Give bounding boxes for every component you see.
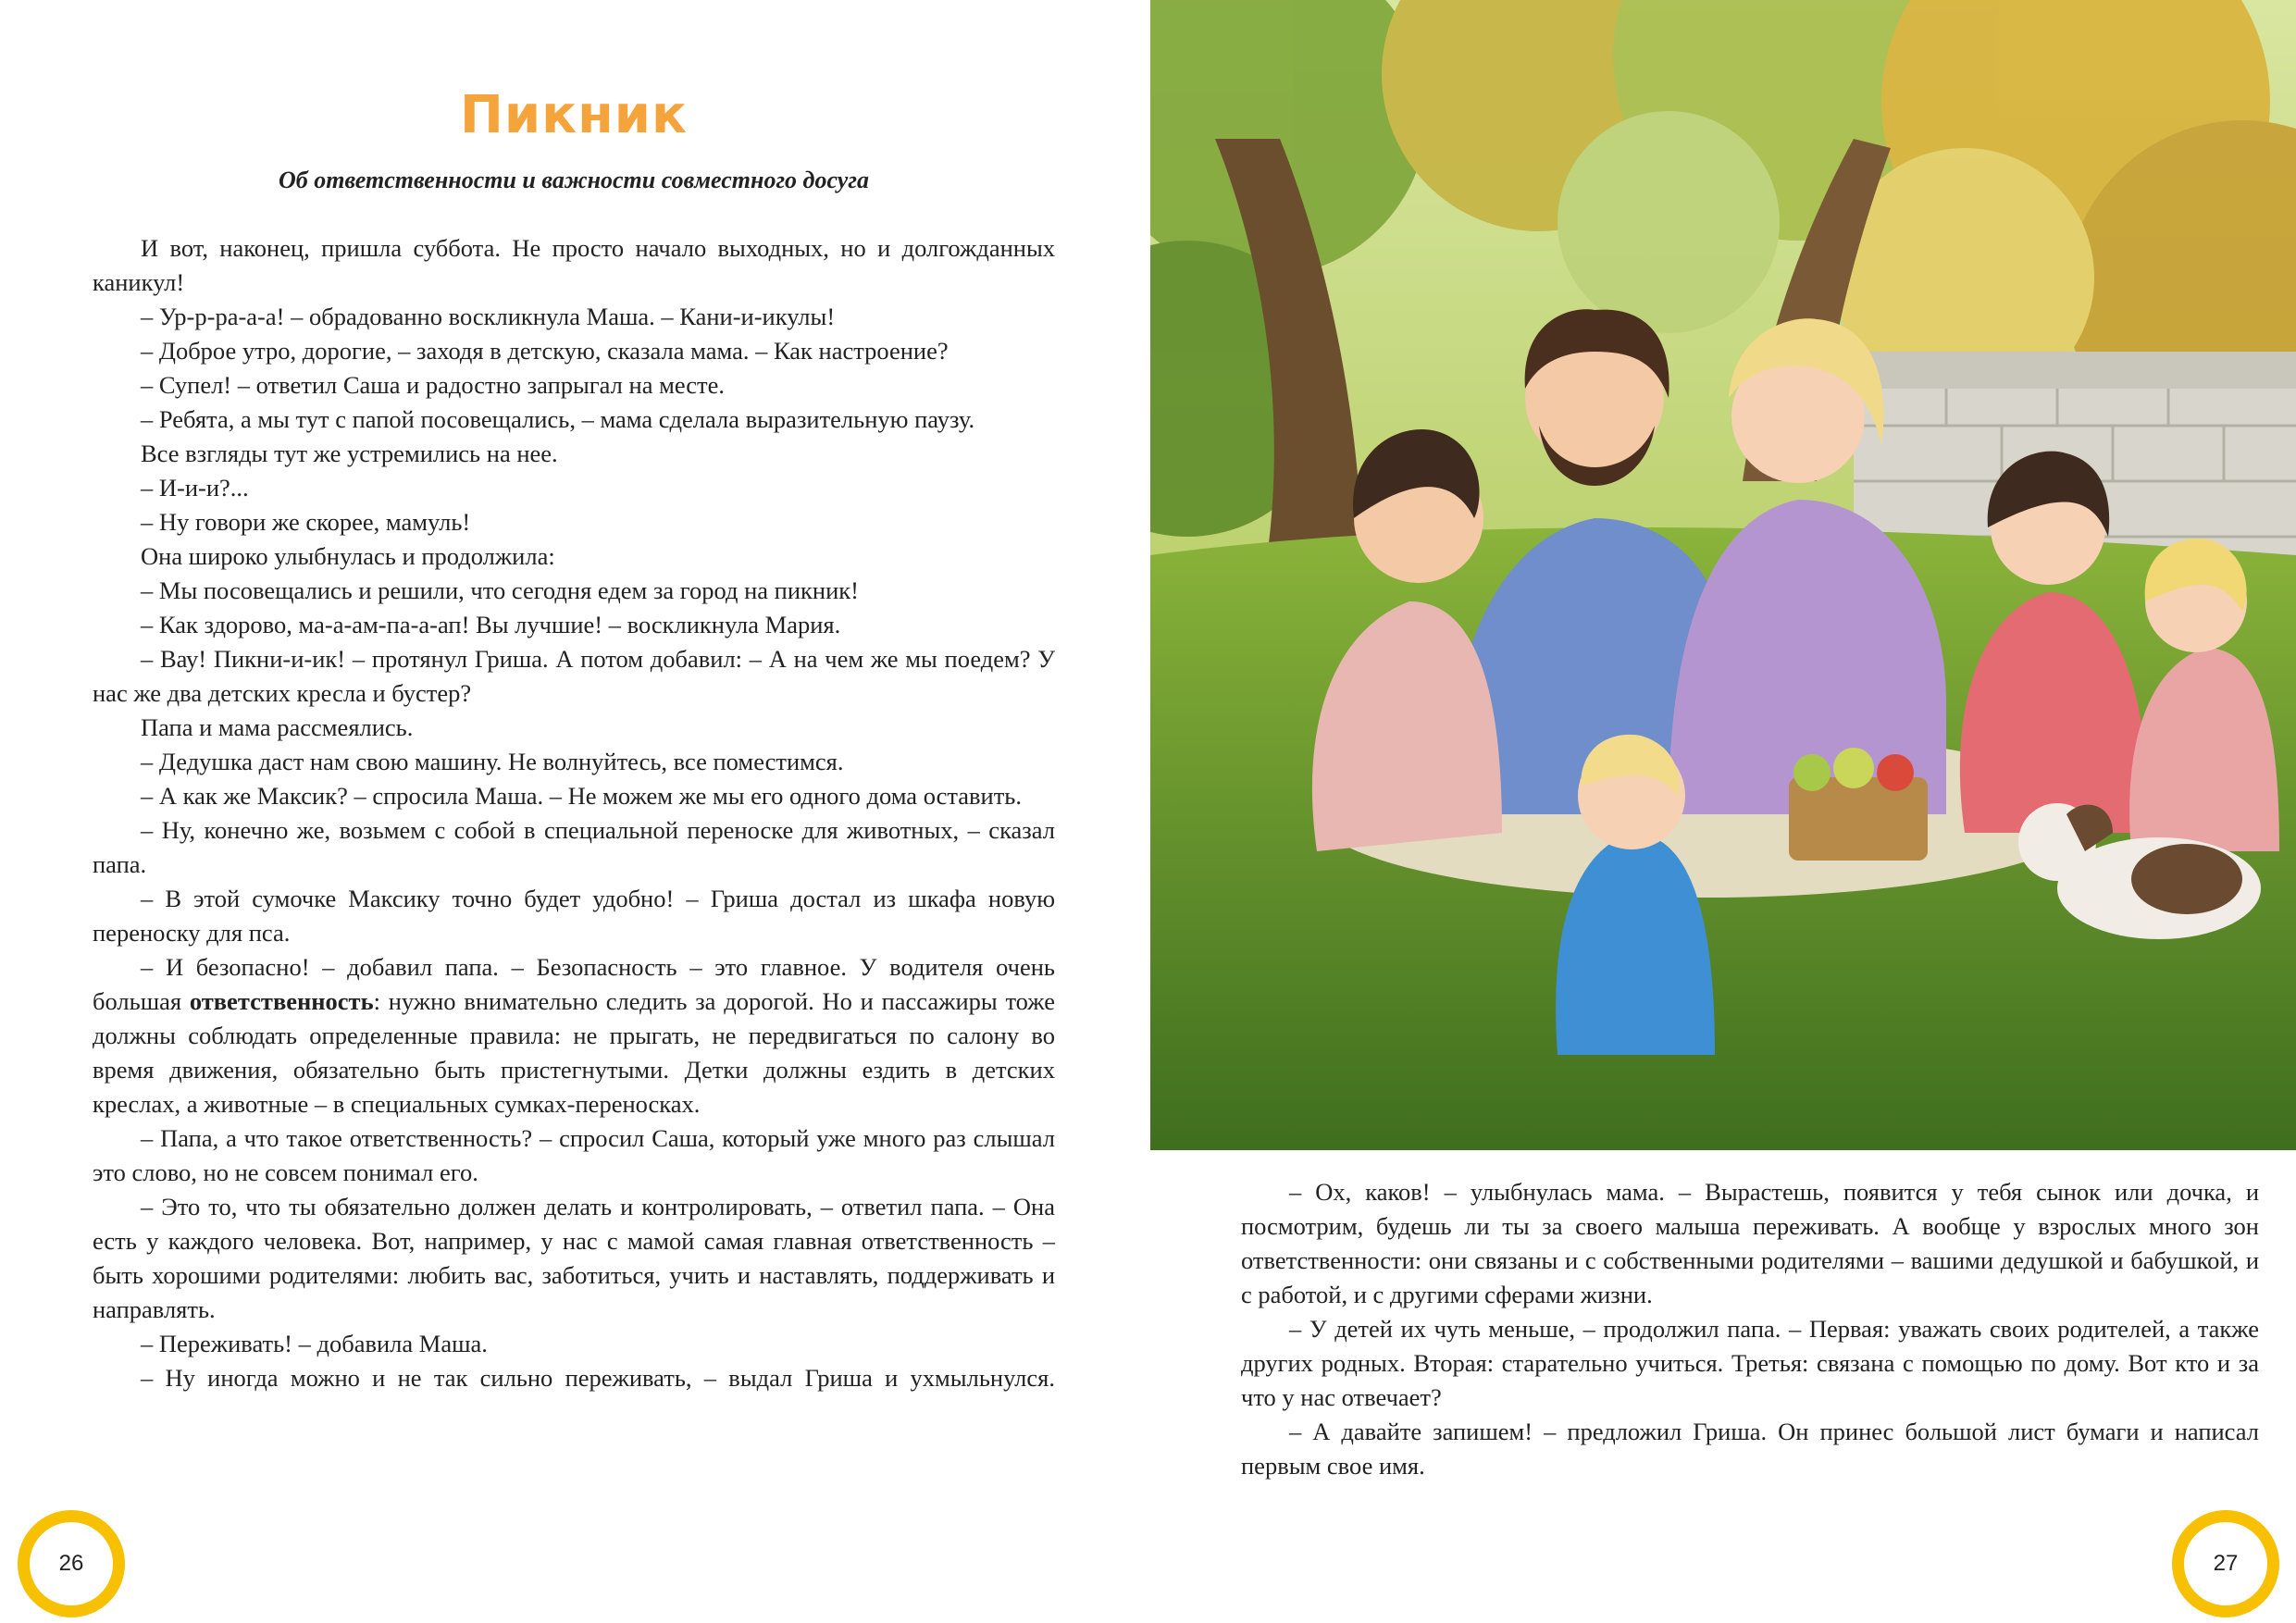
story-subtitle: Об ответственности и важности совместного досуга: [279, 167, 869, 193]
story-paragraph: – Супел! – ответил Саша и радостно запрыгал на месте.: [141, 371, 726, 399]
story-paragraph: – Ну, конечно же, возьмем с собой в специальной переноске для животных, – сказал папа.: [93, 816, 1055, 878]
story-paragraph: – Ох, каков! – улыбнулась мама. – Вырастешь, появится у тебя сынок или дочка, и посмотрим, будешь ли ты за своего малыша переживать. А вообще у взрослых много зон ответственности: они связаны и с собственными родителями – вашими дедушкой и бабушкой, и с работой, и с другими сферами жизни.: [1241, 1178, 2259, 1308]
story-paragraph: – Ребята, а мы тут с папой посовещались, – мама сделала выразительную паузу.: [141, 405, 975, 433]
story-paragraph: – Как здорово, ма-а-ам-па-а-ап! Вы лучшие! – воскликнула Мария.: [141, 611, 841, 638]
story-paragraph: – Ну говори же скорее, мамуль!: [141, 508, 471, 536]
fruit-basket: [1789, 748, 1928, 861]
safety-text-before: – И безопасно! – добавил папа. – Безопасность – это главное. У водителя очень большая: [93, 953, 1055, 1015]
family-picnic-illustration: [1150, 0, 2296, 1150]
story-paragraph: – И-и-и?...: [141, 474, 249, 502]
keyword-responsibility: ответственность: [189, 987, 374, 1015]
story-paragraph: Папа и мама рассмеялись.: [141, 713, 414, 741]
story-paragraph: И вот, наконец, пришла суббота. Не просто начало выходных, но и долгожданных каникул!: [93, 234, 1055, 296]
story-paragraph: Она широко улыбнулась и продолжила:: [141, 542, 555, 570]
story-paragraph: – У детей их чуть меньше, – продолжил папа. – Первая: уважать своих родителей, а также других родных. Вторая: старательно учиться. Третья: связана с помощью по дому. Вот кто и за что у нас отвечает?: [1241, 1315, 2259, 1411]
story-paragraph: – В этой сумочке Максику точно будет удобно! – Гриша достал из шкафа новую переноску для пса.: [93, 885, 1055, 947]
story-paragraph: – А давайте запишем! – предложил Гриша. Он принес большой лист бумаги и написал первым свое имя.: [1241, 1418, 2259, 1480]
story-paragraph: – Ур-р-ра-а-а! – обрадованно воскликнула Маша. – Кани-и-икулы!: [141, 303, 836, 330]
page-number-right: 27: [2172, 1510, 2279, 1617]
story-paragraph: – Переживать! – добавила Маша.: [141, 1330, 488, 1357]
story-text-left: [93, 231, 1055, 1395]
safety-text-after: : нужно внимательно следить за дорогой. Но и пассажиры тоже должны соблюдать определенные правила: не прыгать, не передвигаться по салону во время движения, обязательно быть пристегнутыми. Детки должны ездить в детских креслах, а животные – в специальных сумках-переносках.: [93, 987, 1055, 1118]
story-paragraph: – Мы посовещались и решили, что сегодня едем за город на пикник!: [141, 576, 859, 604]
page-number-left: 26: [18, 1510, 125, 1617]
story-paragraph: – Дедушка даст нам свою машину. Не волнуйтесь, все поместимся.: [141, 748, 844, 775]
story-text-right: [1241, 1175, 2259, 1483]
story-paragraph: – А как же Максик? – спросила Маша. – Не можем же мы его одного дома оставить.: [141, 782, 1023, 810]
story-paragraph: – Папа, а что такое ответственность? – спросил Саша, который уже много раз слышал это слово, но не совсем понимал его.: [93, 1124, 1055, 1186]
story-paragraph: – Вау! Пикни-и-ик! – протянул Гриша. А потом добавил: – А на чем же мы поедем? У нас же два детских кресла и бустер?: [93, 645, 1055, 707]
story-title: Пикник: [459, 85, 689, 145]
story-paragraph: – Доброе утро, дорогие, – заходя в детскую, сказала мама. – Как настроение?: [141, 337, 949, 365]
story-paragraph: – Ну иногда можно и не так сильно переживать, – выдал Гриша и ухмыльнулся.: [141, 1364, 1055, 1392]
story-paragraph: – Это то, что ты обязательно должен делать и контролировать, – ответил папа. – Она есть у каждого человека. Вот, например, у нас с мамой самая главная ответственность – быть хорошими родителями: любить вас, заботиться, учить и наставлять, поддерживать и направлять.: [93, 1193, 1055, 1323]
story-paragraph-safety: [93, 950, 1055, 1121]
story-paragraph: Все взгляды тут же устремились на нее.: [141, 440, 558, 467]
